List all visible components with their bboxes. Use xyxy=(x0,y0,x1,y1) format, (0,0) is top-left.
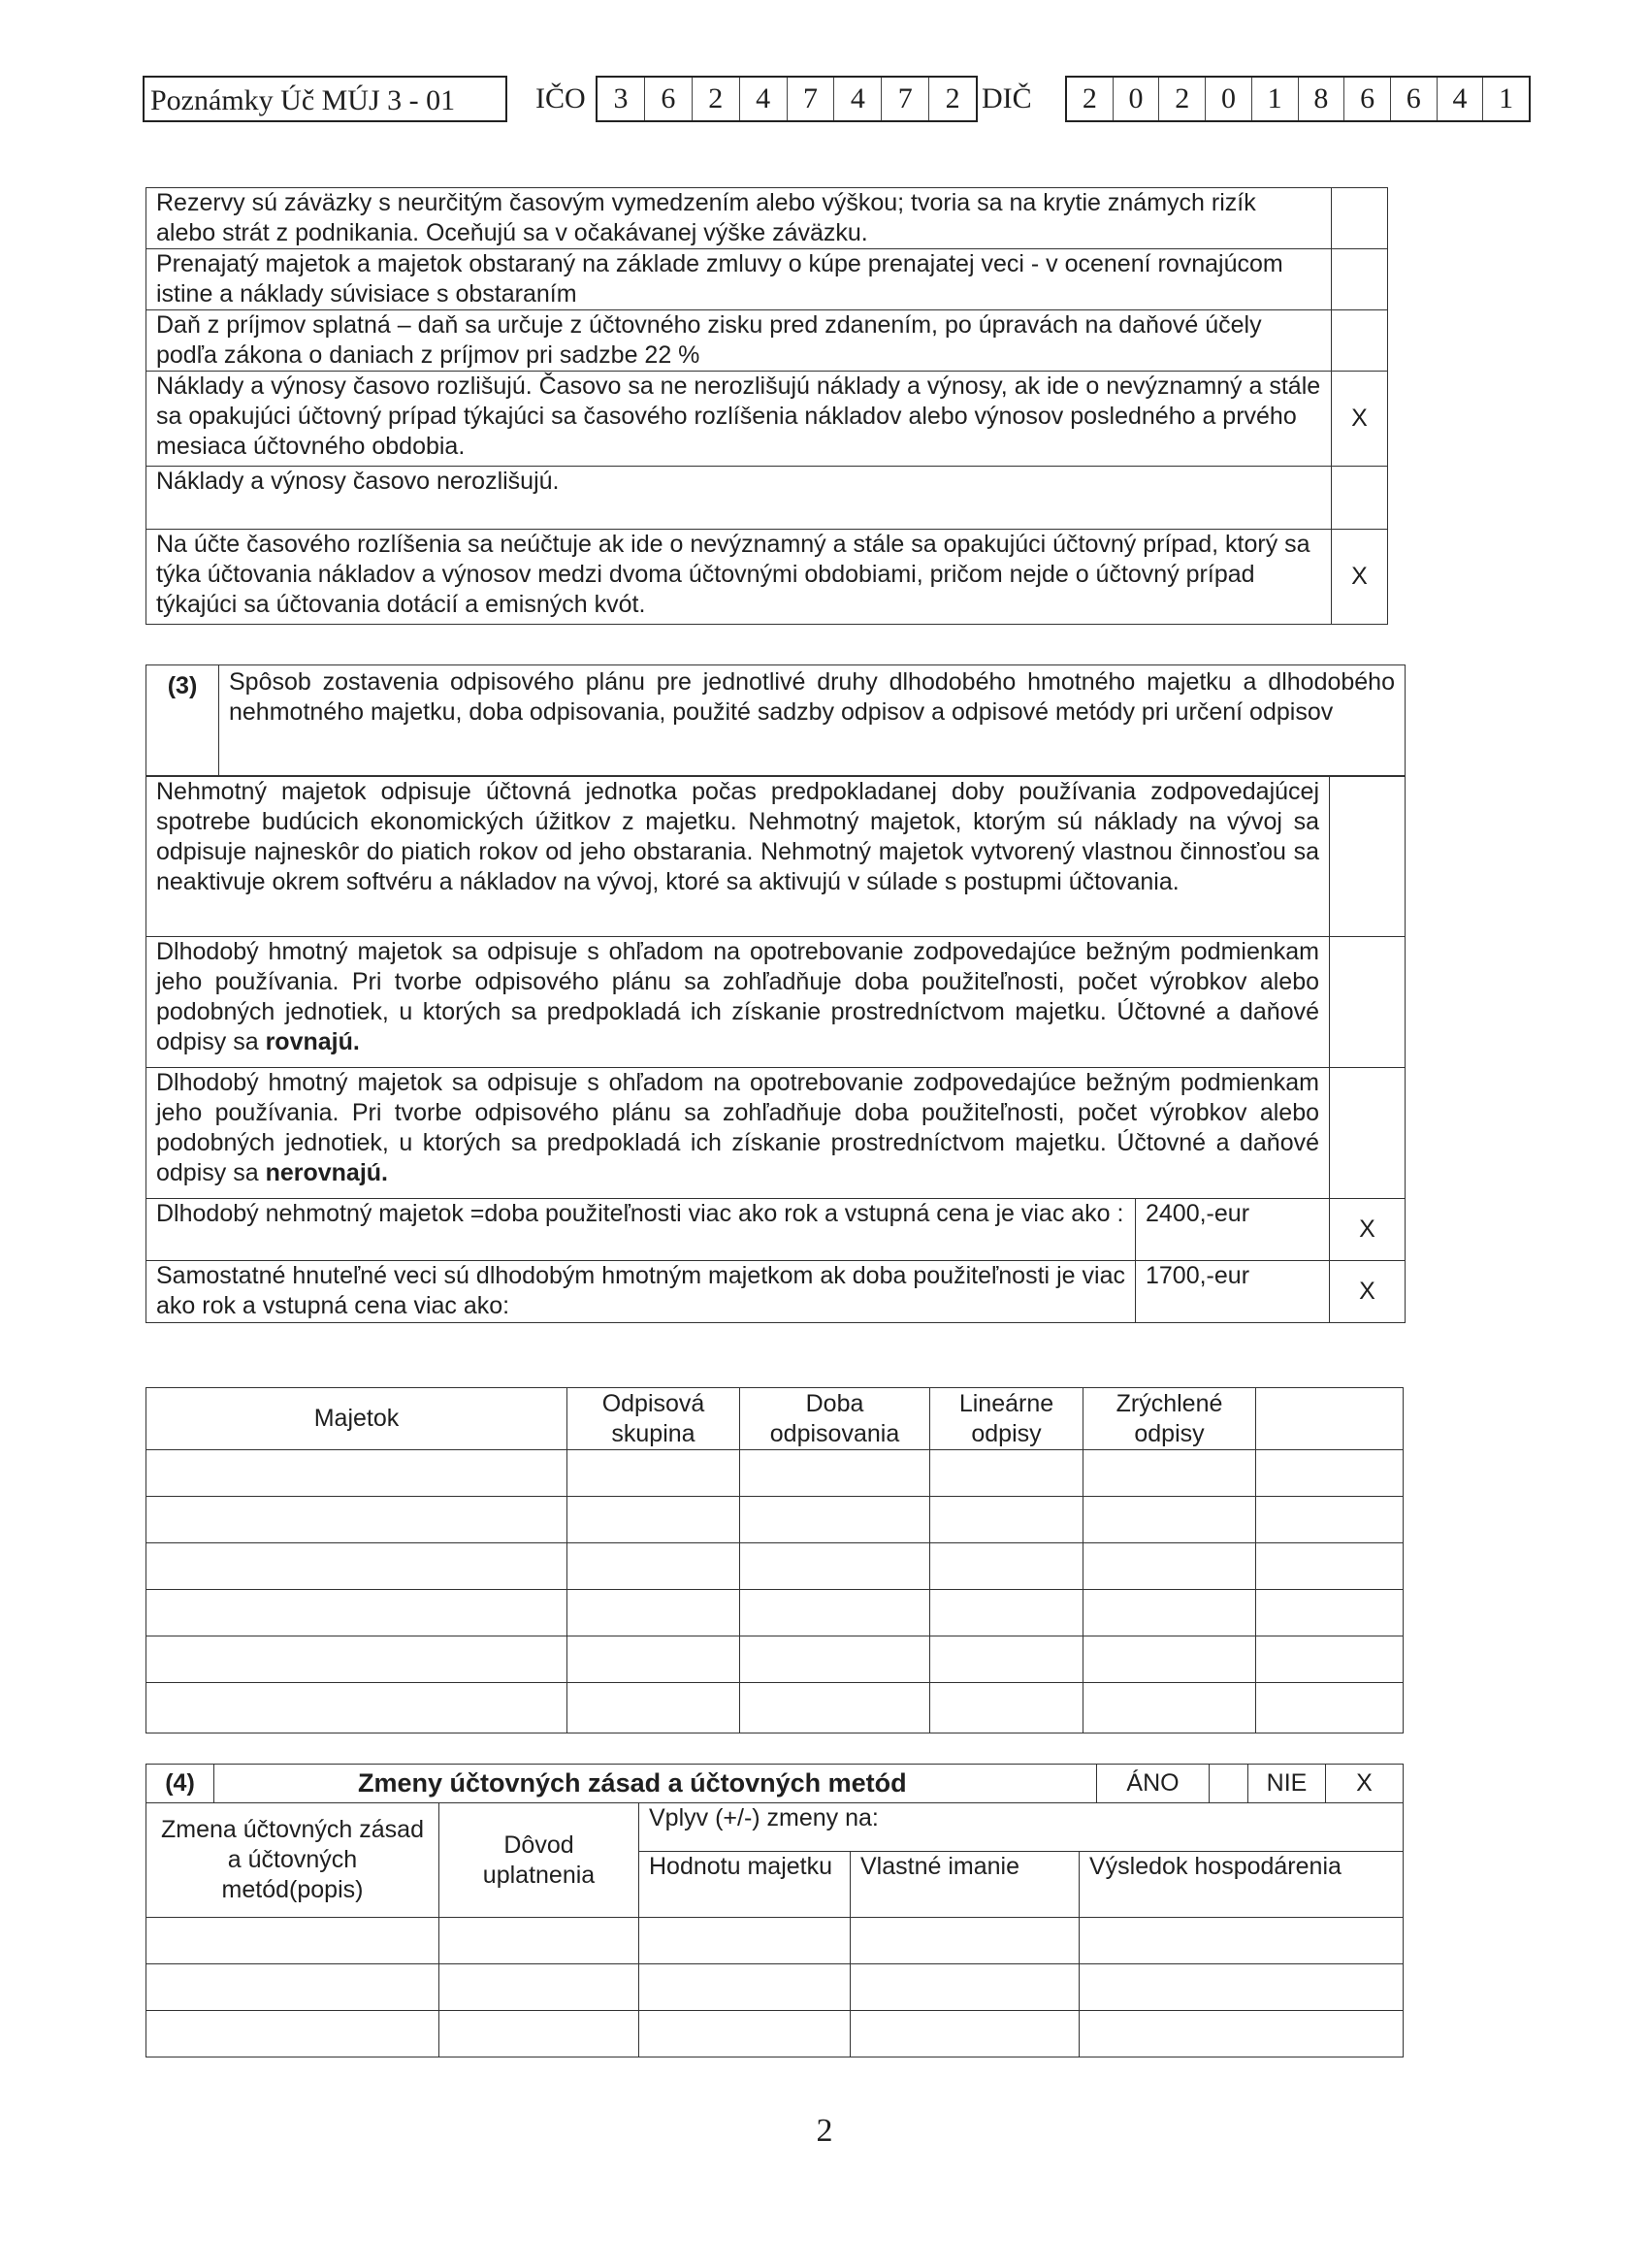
table-header-row xyxy=(146,1388,1404,1450)
policy-text: Náklady a výnosy časovo nerozlišujú. xyxy=(146,467,1332,530)
table-row xyxy=(146,249,1388,310)
dic-field[interactable] xyxy=(1065,76,1531,122)
table-cell[interactable] xyxy=(567,1590,740,1636)
ico-digit: 6 xyxy=(645,78,693,120)
table-cell[interactable] xyxy=(740,1636,930,1683)
table-cell[interactable] xyxy=(930,1683,1083,1733)
ico-digit: 7 xyxy=(788,78,835,120)
column-header: Dôvod uplatnenia xyxy=(439,1803,639,1918)
table-cell[interactable] xyxy=(1256,1450,1404,1497)
form-title: Poznámky Úč MÚJ 3 - 01 xyxy=(143,76,507,122)
policy-checkbox[interactable] xyxy=(1332,188,1388,249)
no-label: NIE xyxy=(1248,1765,1326,1803)
table-cell[interactable] xyxy=(1256,1497,1404,1543)
table-cell[interactable] xyxy=(1256,1683,1404,1733)
policy-text: Rezervy sú záväzky s neurčitým časovým vymedzením alebo výškou; tvoria sa na krytie známych rizík alebo strát z podnikania. Oceňujú sa v očakávanej výške záväzku. xyxy=(146,188,1332,249)
table-cell[interactable] xyxy=(851,1964,1080,2011)
emphasis: rovnajú. xyxy=(265,1028,360,1055)
dic-digit: 8 xyxy=(1299,78,1345,120)
table-row xyxy=(146,777,1406,937)
table-cell[interactable] xyxy=(851,1918,1080,1964)
table-cell[interactable] xyxy=(1083,1450,1256,1497)
threshold-text: Dlhodobý nehmotný majetok =doba použiteľnosti viac ako rok a vstupná cena je viac ako : xyxy=(146,1199,1136,1261)
table-cell[interactable] xyxy=(1080,1918,1404,1964)
table-cell[interactable] xyxy=(639,1964,851,2011)
column-header: Zrýchlené odpisy xyxy=(1083,1388,1256,1450)
dic-digit: 0 xyxy=(1114,78,1160,120)
yes-checkbox[interactable] xyxy=(1210,1765,1248,1803)
table-cell[interactable] xyxy=(146,1450,567,1497)
dic-digit: 2 xyxy=(1067,78,1114,120)
policy-checkbox[interactable] xyxy=(1330,777,1406,937)
table-cell[interactable] xyxy=(1083,1543,1256,1590)
table-cell[interactable] xyxy=(740,1450,930,1497)
table-row xyxy=(146,1636,1404,1683)
table-cell[interactable] xyxy=(930,1636,1083,1683)
table-cell[interactable] xyxy=(1256,1543,1404,1590)
policy-checkbox[interactable] xyxy=(1330,1068,1406,1199)
table-cell[interactable] xyxy=(1256,1590,1404,1636)
table-header-row xyxy=(146,1803,1404,1852)
table-cell[interactable] xyxy=(639,2011,851,2057)
column-group-header: Vplyv (+/-) zmeny na: xyxy=(639,1803,1404,1852)
accounting-changes-table xyxy=(146,1802,1404,2057)
table-cell[interactable] xyxy=(740,1590,930,1636)
column-header: Lineárne odpisy xyxy=(930,1388,1083,1450)
ico-digit: 4 xyxy=(834,78,882,120)
section-number: (3) xyxy=(146,665,219,776)
table-row xyxy=(146,188,1388,249)
policy-text: Prenajatý majetok a majetok obstaraný na základe zmluvy o kúpe prenajatej veci - v ocenení rovnajúcom istine a náklady súvisiace s obstaraním xyxy=(146,249,1332,310)
table-cell[interactable] xyxy=(740,1683,930,1733)
table-cell[interactable] xyxy=(146,1683,567,1733)
section-number: (4) xyxy=(146,1765,214,1803)
column-header: Výsledok hospodárenia xyxy=(1080,1852,1404,1918)
threshold-checkbox[interactable]: X xyxy=(1330,1199,1406,1261)
table-row xyxy=(146,1590,1404,1636)
policy-checkbox[interactable]: X xyxy=(1332,530,1388,625)
table-cell[interactable] xyxy=(740,1543,930,1590)
policy-checkbox[interactable] xyxy=(1332,249,1388,310)
ico-digit: 3 xyxy=(598,78,645,120)
table-cell[interactable] xyxy=(639,1918,851,1964)
table-cell[interactable] xyxy=(567,1683,740,1733)
table-cell[interactable] xyxy=(146,2011,439,2057)
yes-label: ÁNO xyxy=(1097,1765,1210,1803)
policy-checkbox[interactable] xyxy=(1332,310,1388,372)
table-row xyxy=(146,530,1388,625)
table-cell[interactable] xyxy=(1083,1636,1256,1683)
depreciation-table xyxy=(146,1387,1404,1733)
threshold-checkbox[interactable]: X xyxy=(1330,1261,1406,1323)
page-number: 2 xyxy=(816,2113,833,2149)
table-cell[interactable] xyxy=(930,1590,1083,1636)
table-cell[interactable] xyxy=(1256,1636,1404,1683)
dic-digit: 6 xyxy=(1391,78,1438,120)
ico-digit: 7 xyxy=(882,78,929,120)
ico-digit: 2 xyxy=(693,78,740,120)
ico-digit: 2 xyxy=(945,82,960,114)
column-header: Odpisová skupina xyxy=(567,1388,740,1450)
table-cell[interactable] xyxy=(439,1918,639,1964)
table-cell[interactable] xyxy=(146,1543,567,1590)
emphasis: nerovnajú. xyxy=(265,1159,388,1186)
table-row xyxy=(146,1683,1404,1733)
section-4-header xyxy=(146,1764,1404,1803)
threshold-value[interactable]: 1700,-eur xyxy=(1136,1261,1330,1323)
table-cell[interactable] xyxy=(930,1497,1083,1543)
column-header: Vlastné imanie xyxy=(851,1852,1080,1918)
table-cell[interactable] xyxy=(146,1918,439,1964)
table-row xyxy=(146,372,1388,467)
table-cell[interactable] xyxy=(146,1497,567,1543)
column-header xyxy=(1256,1388,1404,1450)
section-title: Zmeny účtovných zásad a účtovných metód xyxy=(214,1765,1097,1803)
section-title: Spôsob zostavenia odpisového plánu pre jednotlivé druhy dlhodobého hmotného majetku a dlhodobého nehmotného majetku, doba odpisovania, použité sadzby odpisov a odpisové metódy pri určení odpisov xyxy=(219,665,1406,776)
section-3-header xyxy=(146,664,1406,776)
column-header: Zmena účtovných zásad a účtovných metód(popis) xyxy=(146,1803,439,1918)
table-cell[interactable] xyxy=(146,1590,567,1636)
table-row xyxy=(146,1918,1404,1964)
policy-checkbox[interactable]: X xyxy=(1332,372,1388,467)
policy-text: Daň z príjmov splatná – daň sa určuje z účtovného zisku pred zdanením, po úpravách na daňové účely podľa zákona o daniach z príjmov pri sadzbe 22 % xyxy=(146,310,1332,372)
table-row xyxy=(146,310,1388,372)
table-cell[interactable] xyxy=(439,1964,639,2011)
table-cell[interactable] xyxy=(567,1636,740,1683)
threshold-value[interactable]: 2400,-eur xyxy=(1136,1199,1330,1261)
policy-text: Dlhodobý hmotný majetok sa odpisuje s ohľadom na opotrebovanie zodpovedajúce bežným podmienkam jeho používania. Pri tvorbe odpisového plánu sa zohľadňuje doba použiteľnosti, počet výrobkov alebo podobných jednotiek, u ktorých sa predpokladá ich získanie prostredníctvom majetku. Účtovné a daňové odpisy sa rovnajú. xyxy=(146,937,1330,1068)
table-row xyxy=(146,1068,1406,1199)
policy-text: Na účte časového rozlíšenia sa neúčtuje ak ide o nevýznamný a stále sa opakujúci účtovný prípad, ktorý sa týka účtovania nákladov a výnosov medzi dvoma účtovnými obdobiami, pričom nejde o účtovný prípad týkajúci sa účtovania dotácií a emisných kvót. xyxy=(146,530,1332,625)
column-header: Doba odpisovania xyxy=(740,1388,930,1450)
dic-digit: 4 xyxy=(1438,78,1484,120)
table-cell[interactable] xyxy=(1080,2011,1404,2057)
policy-checkbox[interactable] xyxy=(1330,937,1406,1068)
policy-checkbox[interactable] xyxy=(1332,467,1388,530)
policy-text: Nehmotný majetok odpisuje účtovná jednotka počas predpokladanej doby používania zodpovedajúcej spotrebe budúcich ekonomických úžitkov z majetku. Nehmotný majetok, ktorým sú náklady na vývoj sa odpisuje najneskôr do piatich rokov od jeho obstarania. Nehmotný majetok vytvorený vlastnou činnosťou sa neaktivuje okrem softvéru a nákladov na vývoj, ktoré sa aktivujú v súlade s postupmi účtovania. xyxy=(146,777,1330,937)
table-cell[interactable] xyxy=(567,1497,740,1543)
table-row xyxy=(146,467,1388,530)
table-row xyxy=(146,1261,1406,1323)
dic-digit: 0 xyxy=(1206,78,1252,120)
dic-digit: 2 xyxy=(1159,78,1206,120)
table-row xyxy=(146,1964,1404,2011)
table-cell[interactable] xyxy=(146,1636,567,1683)
table-cell[interactable] xyxy=(1080,1964,1404,2011)
threshold-text: Samostatné hnuteľné veci sú dlhodobým hmotným majetkom ak doba použiteľnosti je viac ako rok a vstupná cena viac ako: xyxy=(146,1261,1136,1323)
table-cell[interactable] xyxy=(567,1450,740,1497)
policy-text: Náklady a výnosy časovo rozlišujú. Časovo sa ne nerozlišujú náklady a výnosy, ak ide o nevýznamný a stále sa opakujúci účtovný prípad týkajúci sa časového rozlíšenia nákladov alebo výnosov posledného a prvého mesiaca účtovného obdobia. xyxy=(146,372,1332,467)
table-cell[interactable] xyxy=(567,1543,740,1590)
dic-label: DIČ xyxy=(982,82,1032,114)
table-cell[interactable] xyxy=(1083,1590,1256,1636)
table-cell[interactable] xyxy=(1083,1497,1256,1543)
table-cell[interactable] xyxy=(851,2011,1080,2057)
no-checkbox[interactable]: X xyxy=(1326,1765,1404,1803)
table-row xyxy=(146,1450,1404,1497)
table-row xyxy=(146,1543,1404,1590)
dic-digit: 6 xyxy=(1344,78,1391,120)
column-header: Hodnotu majetku xyxy=(639,1852,851,1918)
table-cell[interactable] xyxy=(1083,1683,1256,1733)
table-row xyxy=(146,1199,1406,1261)
policy-text: Dlhodobý hmotný majetok sa odpisuje s ohľadom na opotrebovanie zodpovedajúce bežným podmienkam jeho používania. Pri tvorbe odpisového plánu sa zohľadňuje doba použiteľnosti, počet výrobkov alebo podobných jednotiek, u ktorých sa predpokladá ich získanie prostredníctvom majetku. Účtovné a daňové odpisy sa nerovnajú. xyxy=(146,1068,1330,1199)
table-row xyxy=(146,2011,1404,2057)
depreciation-policy-table xyxy=(146,776,1406,1323)
table-cell[interactable] xyxy=(146,1964,439,2011)
table-row xyxy=(146,937,1406,1068)
ico-digit: 4 xyxy=(740,78,788,120)
table-cell[interactable] xyxy=(930,1543,1083,1590)
dic-digit: 1 xyxy=(1252,78,1299,120)
table-cell[interactable] xyxy=(740,1497,930,1543)
ico-field[interactable] xyxy=(596,76,978,122)
accounting-policies-table xyxy=(146,187,1388,625)
dic-digit: 1 xyxy=(1499,82,1514,114)
table-cell[interactable] xyxy=(439,2011,639,2057)
table-cell[interactable] xyxy=(930,1450,1083,1497)
ico-label: IČO xyxy=(535,82,586,114)
column-header: Majetok xyxy=(146,1388,567,1450)
table-row xyxy=(146,1497,1404,1543)
